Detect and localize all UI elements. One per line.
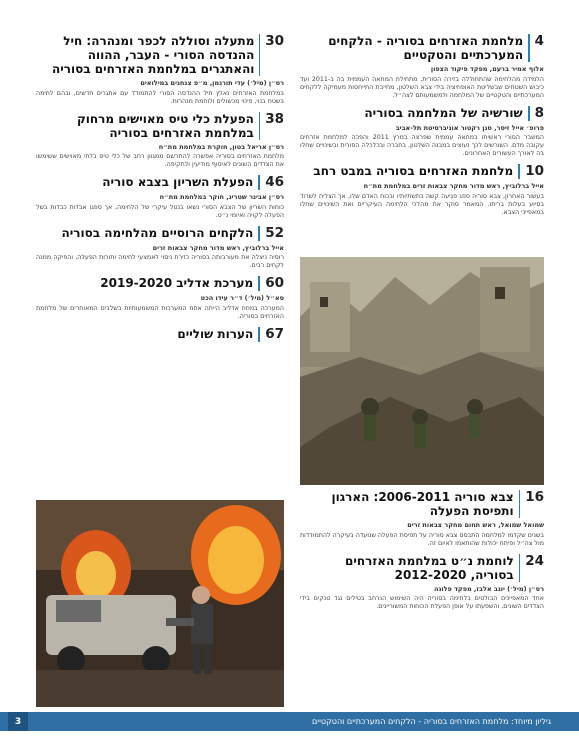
ruins-photo [300,257,544,485]
fire-illustration [36,500,284,707]
article-page-number: 38 [265,110,284,127]
article-title: מערכת אדליב 2019-2020 [100,276,254,290]
article-title: הערות שוליים [177,326,254,341]
ruins-illustration [300,257,544,485]
article-title: מלחמת האזרחים בסוריה במבט רחב [313,164,514,178]
article-title: הלקחים הרוסיים מהלחימה בסוריה [61,225,254,240]
article-summary: אחד המאפיינים הבולטים בלחימה בסוריה היה השימוש הנרחב בטילים נגד טנקים בידי הצדדים השונים, והשפעתו על אופן הפעלת הכוחות המשוריינים. [300,595,544,610]
article-page-number: 24 [525,552,544,569]
article-title: הפעלת השריון בצבא סוריה [102,175,254,189]
article-item [36,226,284,271]
article-summary: במלחמת האזרחים נאלץ חיל ההנדסה הסורי להתמודד עם אתגרים חדשים, ובהם לחימה בשטח בנוי, פינוי מכשולים ולוחמת מנהרות. [36,89,284,105]
article-page-number: 30 [265,33,284,49]
accent-bar [258,327,260,342]
article-summary: בעשור האחרון, צבא סוריה ספג פגיעה קשה בתשתיותיו ובכוח האדם שלו, אך הצליח לשרוד בסיוע בעלות בריתו. המאמר סוקר את מהלכי הלחימה העיקריים ואת השינויים שחלו במאפייני הצבא. [300,192,544,216]
article-page-number: 46 [265,174,284,190]
accent-bar [528,106,530,121]
article-author: אייל ברלוביץ, ראש מדור מחקר צבאות זרים [152,243,284,252]
article-summary: מלחמת האזרחים בסוריה אפשרה להתרשם ממגוון רחב של כלי טיס בלתי מאוישים ששימשו את הצדדים השונים לאיסוף מודיעין ולתקיפה. [36,153,284,168]
article-page-number: 52 [265,224,284,241]
article-summary: בשנים שקדמו למלחמה התבסס צבא סוריה על תפיסת הפעלה שנועדה בעיקרה להתמודדות מול צה״ל ופיתח יכולות שהותאמו לאיום זה. [300,531,544,547]
accent-bar [518,164,520,179]
article-item [36,175,284,220]
accent-bar [528,34,529,62]
article-author: פרופ׳ אייל זיסר, סגן רקטור אוניברסיטת תל-אביב [395,123,544,132]
accent-bar [519,554,520,582]
article-title: מתעלה וסוללה לכפר ומנהרה: חיל ההנדסה הסורי - העבר, ההווה והאתגרים במלחמת האזרחים בסוריה [52,34,255,76]
article-item [36,34,284,106]
article-item [36,276,284,321]
accent-bar [258,276,260,291]
article-page-number: 4 [534,33,544,49]
article-page-number: 10 [525,163,544,179]
article-summary: כוחות השריון של הצבא הסורי נשאו בנטל עיקרי של הלחימה, אך ספגו אבדות כבדות בשל הפעלה לקויה ואיומי נ״ט. [36,203,284,219]
accent-bar [258,226,260,241]
article-item [300,490,544,548]
footer-title: גיליון מיוחד: מלחמת האזרחים בסוריה - הלקחים המערכתיים והטקטיים [312,717,551,726]
article-item [300,106,544,159]
article-summary: הלמידה מהלחימה שהתחוללה בזירה הסורית, מתחילת המחאה העממית בה ב-2011 ועד כיבוש השטחים שבשליטת האופוזיציה בידי צבא השלטון, מחייבת התייחסות מעמיקה ללקחים המערכתיים והטקטיים של המלחמה ולמשמעותם לצה״ל. [300,75,544,99]
article-page-number: 60 [265,275,284,291]
article-author: רס״ן אבינר שטריג, חוקר במלחמת מת״ח [159,193,284,201]
article-title: לוחמת נ״ט במלחמת האזרחים בסוריה, 2012-2020 [345,553,514,582]
article-author: סא״ל (מיל׳) ד״ר עידו הכט [200,294,284,302]
left-column [36,34,284,348]
article-summary: המערכה במחוז אדליב הייתה אחת המערכות המשמעותיות בשלבים המאוחרים של מלחמת האזרחים בסוריה. [36,304,284,320]
article-author: אלוף אמיר ברעם, מפקד פיקוד הצפון [430,65,544,73]
right-column [300,34,544,223]
burning-vehicle-photo [36,500,284,707]
page-footer [0,712,579,731]
article-author: שמואל שמואל, ראש תחום מחקר צבאות זרים [407,521,544,529]
article-item [300,554,544,612]
accent-bar [259,34,260,76]
article-summary: רוסיה ניצלה את מעורבותה בסוריה כזירת ניסוי לאמצעי לחימה ותורות הפעלה, והפיקה ממנה לקחים רבים. [36,254,284,269]
article-page-number: 67 [265,325,284,342]
article-item [300,34,544,100]
article-summary: המשבר הסורי ראשיתו במחאה עממית שפרצה במרץ 2011 והפכה למלחמת אזרחים עקובה מדם. השורשים לכך נעוצים במבנה השלטון, בחברה ובכלכלה הסורית ובשינויים שחלו בה לאורך העשורים האחרונים. [300,134,544,157]
article-page-number: 16 [525,489,544,505]
article-page-number: 8 [534,104,544,121]
article-title: מלחמת האזרחים בסוריה - הלקחים המערכתיים והטקטיים [328,34,524,62]
article-title: צבא סוריה 2006-2011: הארגון ותפיסת הפעלה [331,490,514,518]
article-item [300,164,544,217]
page-number: 3 [8,712,28,731]
article-item [36,112,284,170]
article-title: שורשיה של המלחמה בסוריה [364,105,523,120]
article-author: רס״ן אריאל בטון, חוקרת במלחמת מת״ח [158,142,284,151]
article-author: אייל ברלוביץ, ראש מדור מחקר צבאות זרים במלחמת מת״ח [363,182,544,190]
accent-bar [519,490,521,518]
article-title: הפעלת כלי טיס מאוישים מרחוק במלחמת האזרחים בסוריה [76,111,254,140]
accent-bar [258,175,260,190]
article-author: רס״ן (מיל׳) יוגב אלבז, מפקד פלוגה [434,584,544,593]
article-author: רס״ן (מיל׳) עדי תורגמן, מ״פ צנחנים במילואים [140,79,284,87]
accent-bar [259,112,260,140]
article-item [36,327,284,342]
